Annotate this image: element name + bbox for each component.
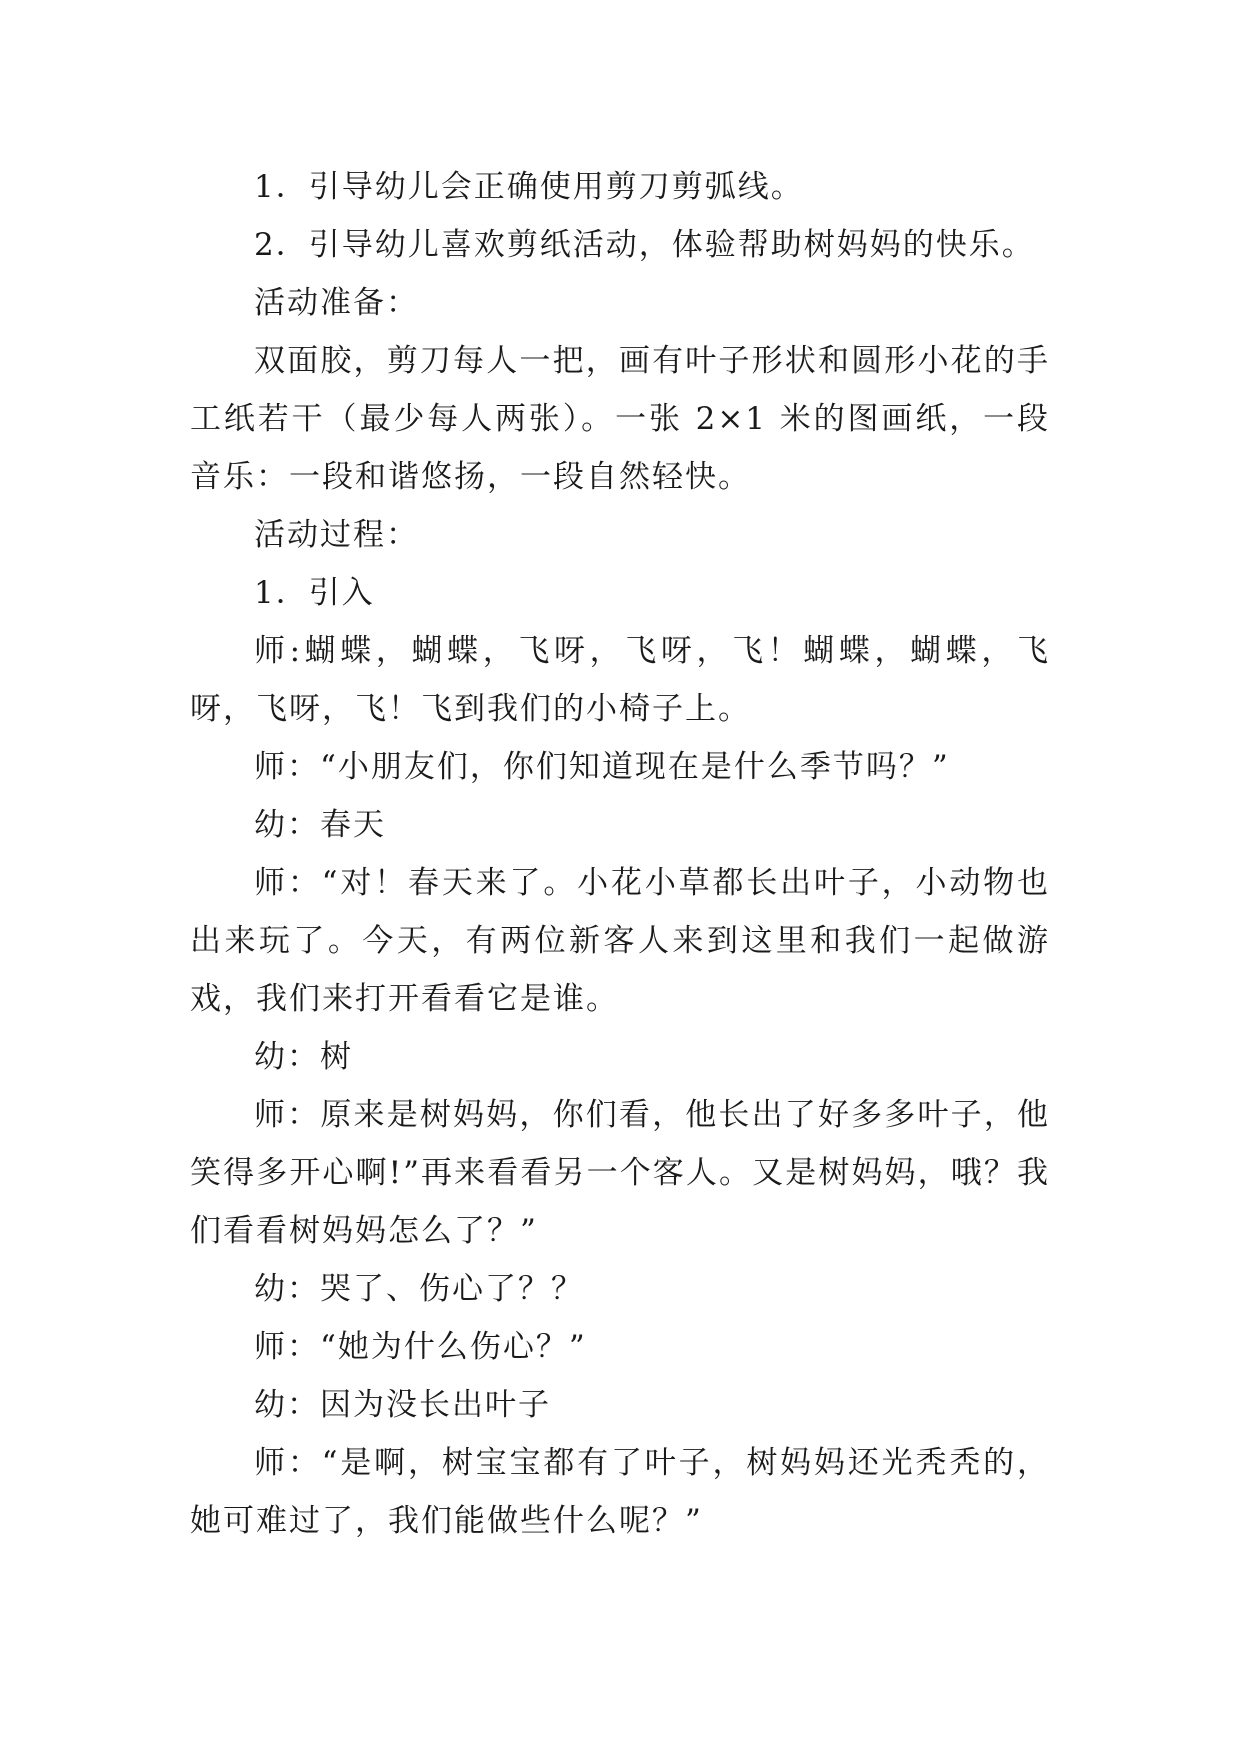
dialogue-line: 幼：树 xyxy=(254,1039,353,1075)
dialogue-line: 师：“是啊，树宝宝都有了叶子，树妈妈还光秃秃的，她可难过了，我们能做些什么呢？” xyxy=(190,1445,1050,1539)
document-body xyxy=(190,158,1050,1550)
dialogue-line: 幼：哭了、伤心了？？ xyxy=(254,1271,584,1307)
dialogue-line: 师：“对！春天来了。小花小草都长出叶子，小动物也出来玩了。今天，有两位新客人来到这里和我们一起做游戏，我们来打开看看它是谁。 xyxy=(190,865,1050,1017)
dialogue-line: 幼：因为没长出叶子 xyxy=(254,1387,551,1423)
heading-introduction: 1．引入 xyxy=(254,575,375,611)
heading-preparation: 活动准备： xyxy=(254,285,419,321)
heading-process: 活动过程： xyxy=(254,517,419,553)
paragraph-materials: 双面胶，剪刀每人一把，画有叶子形状和圆形小花的手工纸若干（最少每人两张）。一张 2×1 米的图画纸，一段音乐：一段和谐悠扬，一段自然轻快。 xyxy=(190,343,1050,495)
dialogue-line: 师：原来是树妈妈，你们看，他长出了好多多叶子，他笑得多开心啊!”再来看看另一个客人。又是树妈妈，哦？我们看看树妈妈怎么了？” xyxy=(190,1097,1050,1249)
paragraph-goal-2: 2．引导幼儿喜欢剪纸活动，体验帮助树妈妈的快乐。 xyxy=(254,227,1035,263)
dialogue-line: 师:蝴蝶，蝴蝶，飞呀，飞呀，飞！蝴蝶，蝴蝶，飞呀，飞呀，飞！飞到我们的小椅子上。 xyxy=(190,633,1050,727)
dialogue-line: 师：“小朋友们，你们知道现在是什么季节吗？” xyxy=(254,749,950,785)
dialogue-line: 师：“她为什么伤心？” xyxy=(254,1329,587,1365)
paragraph-goal-1: 1．引导幼儿会正确使用剪刀剪弧线。 xyxy=(254,169,804,205)
dialogue-line: 幼：春天 xyxy=(254,807,386,843)
